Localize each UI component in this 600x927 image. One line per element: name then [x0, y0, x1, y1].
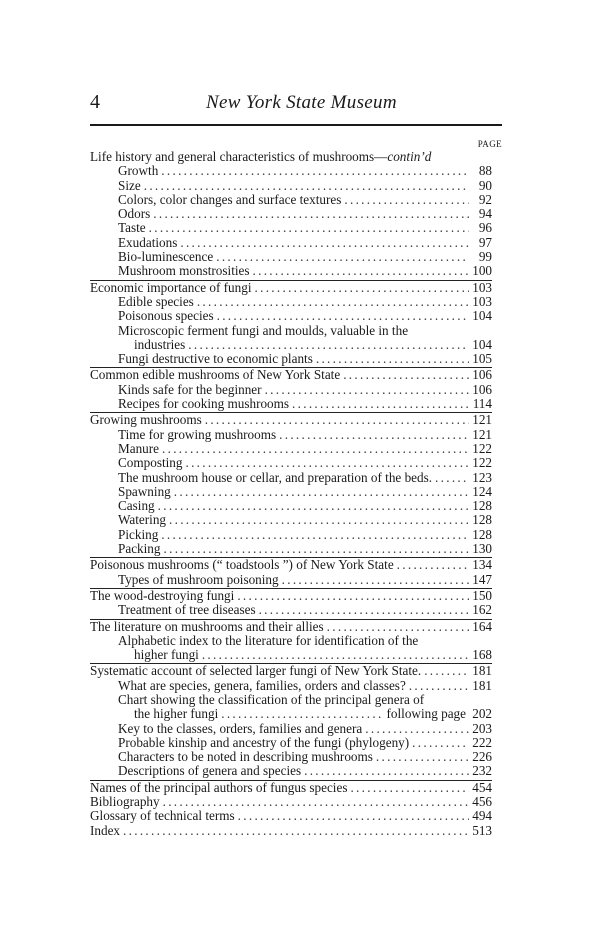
- toc-entry: [90, 750, 492, 764]
- toc-entry: [90, 164, 492, 178]
- toc-entry: [90, 795, 492, 809]
- dot-leader: [292, 397, 469, 411]
- dot-leader: [158, 499, 469, 513]
- toc-entry-note: following page: [386, 706, 466, 722]
- dot-leader: [164, 542, 470, 556]
- toc-page-number: 454: [472, 779, 492, 795]
- dot-leader: [185, 456, 469, 470]
- toc-entry: [90, 634, 492, 648]
- toc-page-number: 130: [472, 541, 492, 557]
- toc-entry: [90, 236, 492, 250]
- page-column-heading: PAGE: [477, 139, 502, 149]
- toc-page-number: 162: [472, 602, 492, 618]
- toc-entry-title: Growth: [118, 163, 159, 179]
- toc-entry: [90, 352, 492, 366]
- dot-leader: [327, 620, 469, 634]
- toc-entry-title: the higher fungi: [134, 706, 219, 722]
- dot-leader: [238, 809, 469, 823]
- toc-entry-title: Types of mushroom poisoning: [118, 571, 279, 587]
- dot-leader: [343, 368, 469, 382]
- toc-page-number: 222: [472, 734, 492, 750]
- dot-leader: [169, 513, 469, 527]
- dot-leader: [237, 589, 469, 603]
- toc-page-number: 456: [472, 794, 492, 810]
- toc-page-number: 114: [472, 396, 492, 412]
- page-number: 4: [90, 91, 100, 113]
- toc-entry-title: Treatment of tree diseases: [118, 602, 256, 618]
- toc-entry-title: Odors: [118, 206, 151, 222]
- dot-leader: [344, 193, 469, 207]
- toc-entry: [90, 264, 492, 278]
- toc-entry-title: Composting: [118, 455, 183, 471]
- toc-page-number: 99: [478, 249, 492, 265]
- dot-leader: [279, 428, 469, 442]
- toc-entry: [90, 780, 492, 795]
- toc-entry: [90, 619, 492, 634]
- toc-entry: [90, 513, 492, 527]
- toc-entry-title: Key to the classes, orders, families and genera: [118, 720, 363, 736]
- dot-leader: [435, 471, 469, 485]
- toc-entry: [90, 707, 492, 721]
- toc-entry: [90, 367, 492, 382]
- toc-page-number: 100: [472, 263, 492, 279]
- dot-leader: [123, 824, 469, 838]
- toc-page-number: 513: [472, 822, 492, 838]
- dot-leader: [161, 164, 469, 178]
- page-header: [90, 91, 502, 117]
- toc-entry-title: Taste: [118, 220, 146, 236]
- dot-leader: [153, 207, 469, 221]
- toc-entry: [90, 573, 492, 587]
- toc-page-number: 105: [472, 351, 492, 367]
- toc-entry-title: Systematic account of selected larger fungi of New York State.: [90, 663, 422, 679]
- toc-entry: [90, 383, 492, 397]
- dot-leader: [216, 250, 469, 264]
- toc-entry: [90, 485, 492, 499]
- toc-page-number: 226: [472, 749, 492, 765]
- toc-entry-title: higher fungi: [134, 647, 199, 663]
- toc-page-number: 128: [472, 526, 492, 542]
- toc-page-number: 150: [472, 587, 492, 603]
- toc-entry: [90, 221, 492, 235]
- toc-entry: [90, 663, 492, 678]
- toc-entry: [90, 428, 492, 442]
- dot-leader: [163, 795, 469, 809]
- toc-entry-title: What are species, genera, families, orders and classes?: [118, 677, 406, 693]
- toc-entry-title: Characters to be noted in describing mushrooms: [118, 749, 373, 765]
- toc-page-number: 202: [472, 706, 492, 722]
- dot-leader: [174, 485, 469, 499]
- toc-entry: [90, 309, 492, 323]
- toc-entry-title: The mushroom house or cellar, and preparation of the beds.: [118, 469, 433, 485]
- toc-entry: [90, 542, 492, 556]
- dot-leader: [144, 179, 469, 193]
- toc-entry-title: Bio-luminescence: [118, 249, 214, 265]
- dot-leader: [265, 383, 469, 397]
- toc-entry-title: The literature on mushrooms and their allies: [90, 618, 324, 634]
- dot-leader: [255, 281, 470, 295]
- toc-page-number: 97: [478, 234, 492, 250]
- toc-entry: [90, 528, 492, 542]
- toc-page-number: 103: [472, 293, 492, 309]
- toc-entry-title: Probable kinship and ancestry of the fungi (phylogeny): [118, 734, 410, 750]
- toc-page-number: 494: [472, 808, 492, 824]
- toc-entry: [90, 679, 492, 693]
- toc-entry: [90, 456, 492, 470]
- toc-entry: [90, 324, 492, 338]
- toc-entry: [90, 280, 492, 295]
- toc-page-number: 134: [472, 557, 492, 573]
- toc-entry: [90, 824, 492, 838]
- toc-entry: [90, 693, 492, 707]
- toc-entry-title: Poisonous species: [118, 308, 214, 324]
- toc-page-number: 128: [472, 498, 492, 514]
- dot-leader: [304, 764, 469, 778]
- dot-leader: [412, 736, 469, 750]
- toc-entry: [90, 809, 492, 823]
- toc-entry-title: Size: [118, 177, 141, 193]
- dot-leader: [205, 413, 469, 427]
- toc-page-number: 203: [472, 720, 492, 736]
- toc-page-number: 106: [472, 367, 492, 383]
- toc-entry-title: Casing: [118, 498, 155, 514]
- toc-entry: [90, 412, 492, 427]
- toc-page-number: 128: [472, 512, 492, 528]
- toc-page-number: 92: [478, 191, 492, 207]
- toc-page-number: 168: [472, 647, 492, 663]
- dot-leader: [161, 528, 469, 542]
- toc-entry-title: Time for growing mushrooms: [118, 426, 277, 442]
- dot-leader: [202, 648, 469, 662]
- toc-page-number: 124: [472, 483, 492, 499]
- toc-entry-title: Fungi destructive to economic plants: [118, 351, 313, 367]
- table-of-contents: [90, 150, 492, 838]
- toc-entry: [90, 603, 492, 617]
- running-title: New York State Museum: [206, 92, 397, 113]
- toc-entry-title: Kinds safe for the beginner: [118, 381, 262, 397]
- toc-page-number: 147: [472, 571, 492, 587]
- toc-page-number: 104: [472, 336, 492, 352]
- toc-entry: [90, 722, 492, 736]
- dot-leader: [282, 573, 469, 587]
- toc-entry-title: Microscopic ferment fungi and moulds, valuable in the: [118, 322, 409, 338]
- toc-entry: [90, 179, 492, 193]
- toc-entry-title: Chart showing the classification of the principal genera of: [118, 691, 425, 707]
- dot-leader: [397, 558, 469, 572]
- toc-entry: [90, 471, 492, 485]
- dot-leader: [253, 264, 469, 278]
- toc-entry: [90, 295, 492, 309]
- toc-page-number: 88: [478, 163, 492, 179]
- toc-entry-title: Spawning: [118, 483, 171, 499]
- toc-page-number: 90: [478, 177, 492, 193]
- dot-leader: [162, 442, 469, 456]
- toc-entry-title: The wood-destroying fungi: [90, 587, 235, 603]
- toc-entry: [90, 397, 492, 411]
- dot-leader: [149, 221, 469, 235]
- toc-entry-title: Growing mushrooms: [90, 412, 202, 428]
- toc-page-number: 94: [478, 206, 492, 222]
- dot-leader: [424, 664, 469, 678]
- toc-page-number: 181: [472, 663, 492, 679]
- dot-leader: [350, 781, 469, 795]
- dot-leader: [409, 679, 469, 693]
- toc-entry: [90, 648, 492, 662]
- toc-page-number: 122: [472, 455, 492, 471]
- toc-entry-title: Exudations: [118, 234, 178, 250]
- toc-entry: [90, 764, 492, 778]
- toc-entry-title: Common edible mushrooms of New York State: [90, 367, 341, 383]
- dot-leader: [221, 707, 383, 721]
- toc-entry: [90, 588, 492, 603]
- toc-page-number: 121: [472, 426, 492, 442]
- dot-leader: [259, 603, 469, 617]
- toc-entry-title: Manure: [118, 440, 160, 456]
- toc-page-number: 123: [472, 469, 492, 485]
- toc-entry: [90, 736, 492, 750]
- toc-entry-title: Index: [90, 822, 121, 838]
- dot-leader: [217, 309, 469, 323]
- toc-page-number: 104: [472, 308, 492, 324]
- toc-entry-title: Glossary of technical terms: [90, 808, 235, 824]
- toc-entry: [90, 207, 492, 221]
- toc-entry: [90, 150, 492, 164]
- toc-entry-title: Picking: [118, 526, 159, 542]
- toc-entry-title: industries: [134, 336, 186, 352]
- toc-entry-title: Mushroom monstrosities: [118, 263, 250, 279]
- toc-entry: [90, 442, 492, 456]
- toc-entry-title: Bibliography: [90, 794, 160, 810]
- toc-entry-title: Poisonous mushrooms (“ toadstools ”) of New York State: [90, 557, 394, 573]
- toc-page-number: 103: [472, 279, 492, 295]
- toc-entry-title: Recipes for cooking mushrooms: [118, 396, 290, 412]
- dot-leader: [365, 722, 469, 736]
- toc-entry-title: Packing: [118, 541, 161, 557]
- dot-leader: [180, 236, 469, 250]
- toc-entry-title: Economic importance of fungi: [90, 279, 252, 295]
- toc-entry-title: Life history and general characteristics of mushrooms—contin’d: [90, 149, 432, 164]
- toc-page-number: 121: [472, 412, 492, 428]
- toc-entry-title: Descriptions of genera and species: [118, 763, 302, 779]
- toc-entry: [90, 250, 492, 264]
- toc-entry-title: Watering: [118, 512, 167, 528]
- toc-entry-title: Alphabetic index to the literature for identification of the: [118, 632, 419, 648]
- toc-page-number: 164: [472, 618, 492, 634]
- toc-entry: [90, 499, 492, 513]
- dot-leader: [316, 352, 469, 366]
- toc-entry-title: Edible species: [118, 293, 194, 309]
- dot-leader: [376, 750, 469, 764]
- toc-page-number: 181: [472, 677, 492, 693]
- toc-entry-title: Colors, color changes and surface textures: [118, 191, 342, 207]
- toc-page-number: 106: [472, 381, 492, 397]
- toc-entry-title: Names of the principal authors of fungus species: [90, 779, 348, 795]
- toc-page-number: 122: [472, 440, 492, 456]
- toc-page-number: 96: [478, 220, 492, 236]
- toc-entry: [90, 557, 492, 572]
- toc-entry: [90, 338, 492, 352]
- toc-entry: [90, 193, 492, 207]
- header-rule: [90, 124, 502, 126]
- toc-page-number: 232: [472, 763, 492, 779]
- dot-leader: [197, 295, 469, 309]
- dot-leader: [188, 338, 469, 352]
